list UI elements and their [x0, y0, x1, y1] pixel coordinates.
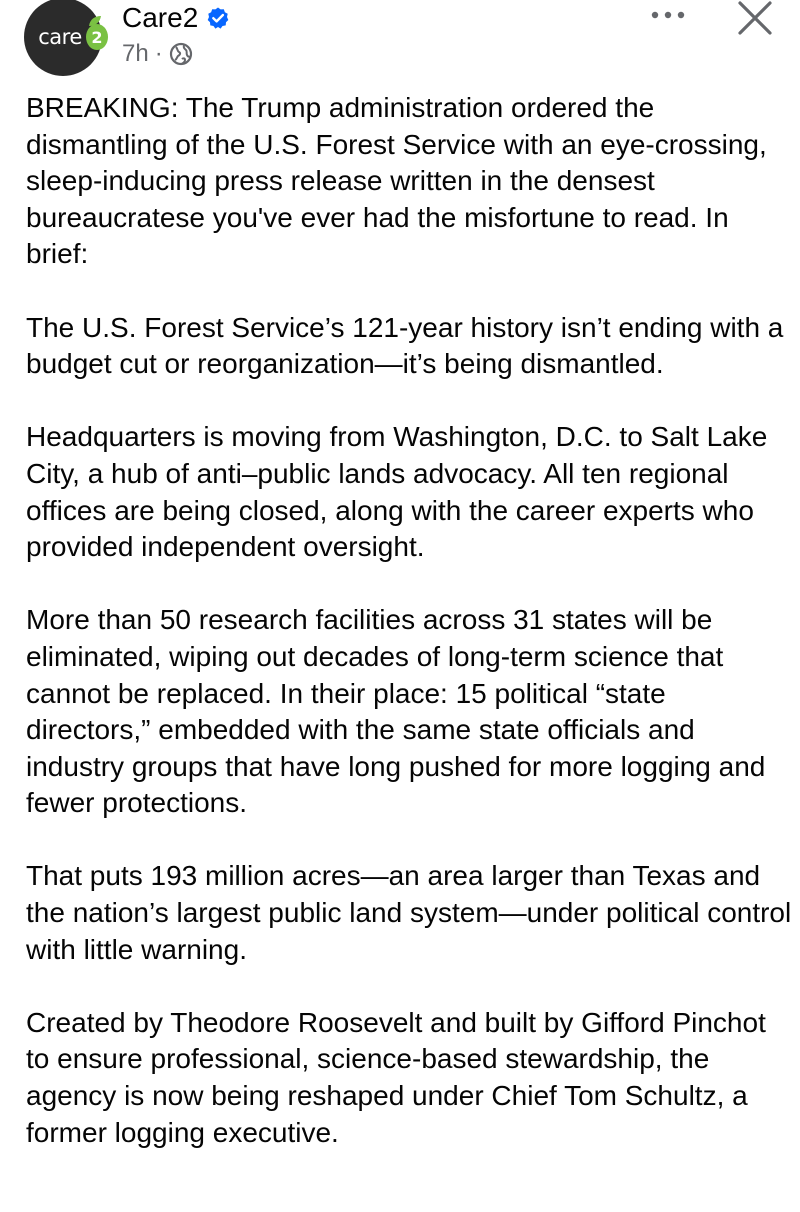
post-paragraph: Created by Theodore Roosevelt and built by Gifford Pinchot to ensure professional, science-based stewardship, the agency is now being reshaped under Chief Tom Schultz, a former logging executive.	[26, 1006, 766, 1148]
post-paragraph: More than 50 research facilities across 31 states will be eliminated, wiping out decades of long-term science that cannot be replaced. In their place: 15 political “state directors,” embedded with the same state officials and industry groups that have long pushed for more logging and fewer protections.	[26, 604, 766, 819]
post-paragraph: BREAKING: The Trump administration ordered the dismantling of the U.S. Forest Service with an eye-crossing, sleep-inducing press release written in the densest bureaucratese you've ever had the misfortune to read. In brief:	[26, 92, 767, 270]
post-paragraph: That puts 193 million acres—an area larger than Texas and the nation’s largest public land system—under political control with little warning.	[26, 860, 792, 965]
avatar-logo-text: care	[38, 25, 82, 49]
verified-badge-icon	[206, 6, 230, 30]
avatar-logo-mark: 2	[86, 24, 108, 50]
post-paragraph: Headquarters is moving from Washington, D.C. to Salt Lake City, a hub of anti–public lands advocacy. All ten regional offices are being closed, along with the career experts who provided independent oversight.	[26, 421, 768, 563]
globe-icon	[169, 42, 193, 66]
avatar[interactable]	[24, 0, 102, 76]
author-name-row	[122, 1, 230, 35]
post-header	[0, 0, 800, 90]
more-options-button[interactable]	[648, 2, 688, 28]
post-paragraph: The U.S. Forest Service’s 121-year history isn’t ending with a budget cut or reorganization—it’s being dismantled.	[26, 311, 784, 380]
post-timestamp[interactable]: 7h	[122, 40, 149, 67]
close-icon[interactable]	[736, 0, 774, 36]
meta-separator: ·	[154, 40, 163, 67]
post-meta	[122, 39, 193, 69]
post-text	[26, 90, 796, 1151]
author-name[interactable]: Care2	[122, 2, 199, 33]
more-options-icon	[651, 11, 685, 19]
